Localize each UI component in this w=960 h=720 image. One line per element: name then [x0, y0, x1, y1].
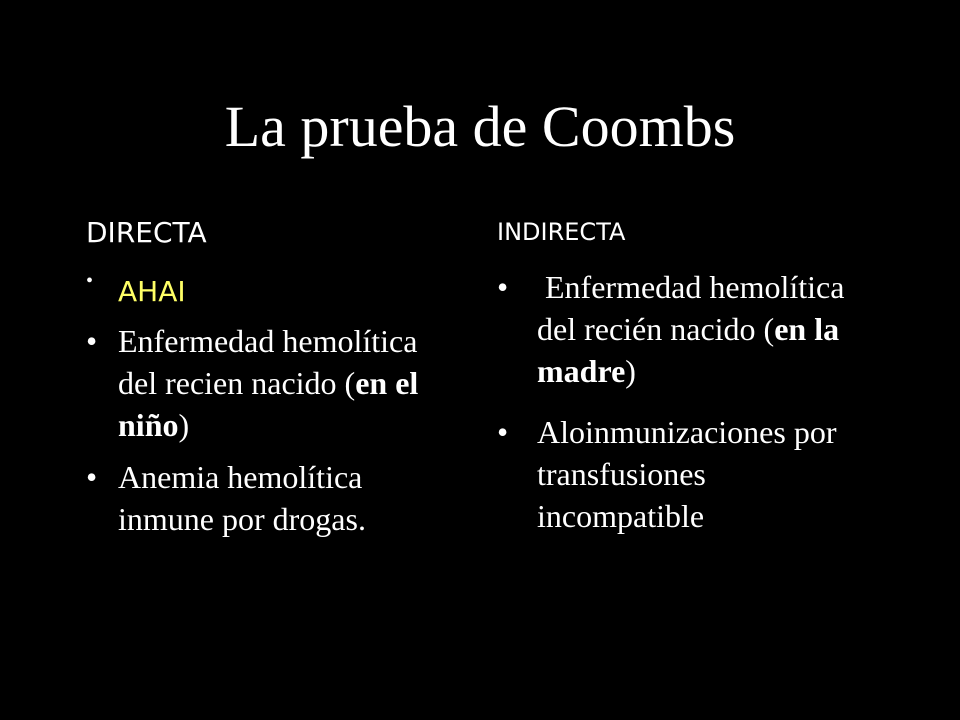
slide-title: La prueba de Coombs	[224, 94, 736, 159]
list-item	[86, 266, 446, 320]
bullet-icon: •	[497, 269, 509, 305]
item-aloinmunizaciones: Aloinmunizaciones por transfusiones incompatible	[537, 414, 837, 534]
heading-indirecta: INDIRECTA	[497, 218, 626, 246]
item-anemia-drogas: Anemia hemolítica inmune por drogas.	[118, 459, 366, 537]
item-enfermedad-madre: Enfermedad hemolítica del recién nacido (en la madre)	[537, 269, 853, 389]
list-item	[497, 411, 877, 541]
item-ahai: AHAI	[118, 275, 186, 308]
directa-list	[86, 266, 446, 546]
item-enfermedad-nino: Enfermedad hemolítica del recien nacido (en el niño)	[118, 323, 419, 443]
bullet-icon: •	[86, 323, 98, 359]
bullet-icon: •	[497, 414, 509, 450]
list-item	[497, 266, 877, 411]
indirecta-list	[497, 266, 877, 541]
list-item	[86, 456, 446, 546]
bullet-icon: •	[86, 270, 94, 292]
bullet-icon: •	[86, 459, 98, 495]
heading-directa: DIRECTA	[86, 216, 207, 249]
list-item	[86, 320, 446, 456]
